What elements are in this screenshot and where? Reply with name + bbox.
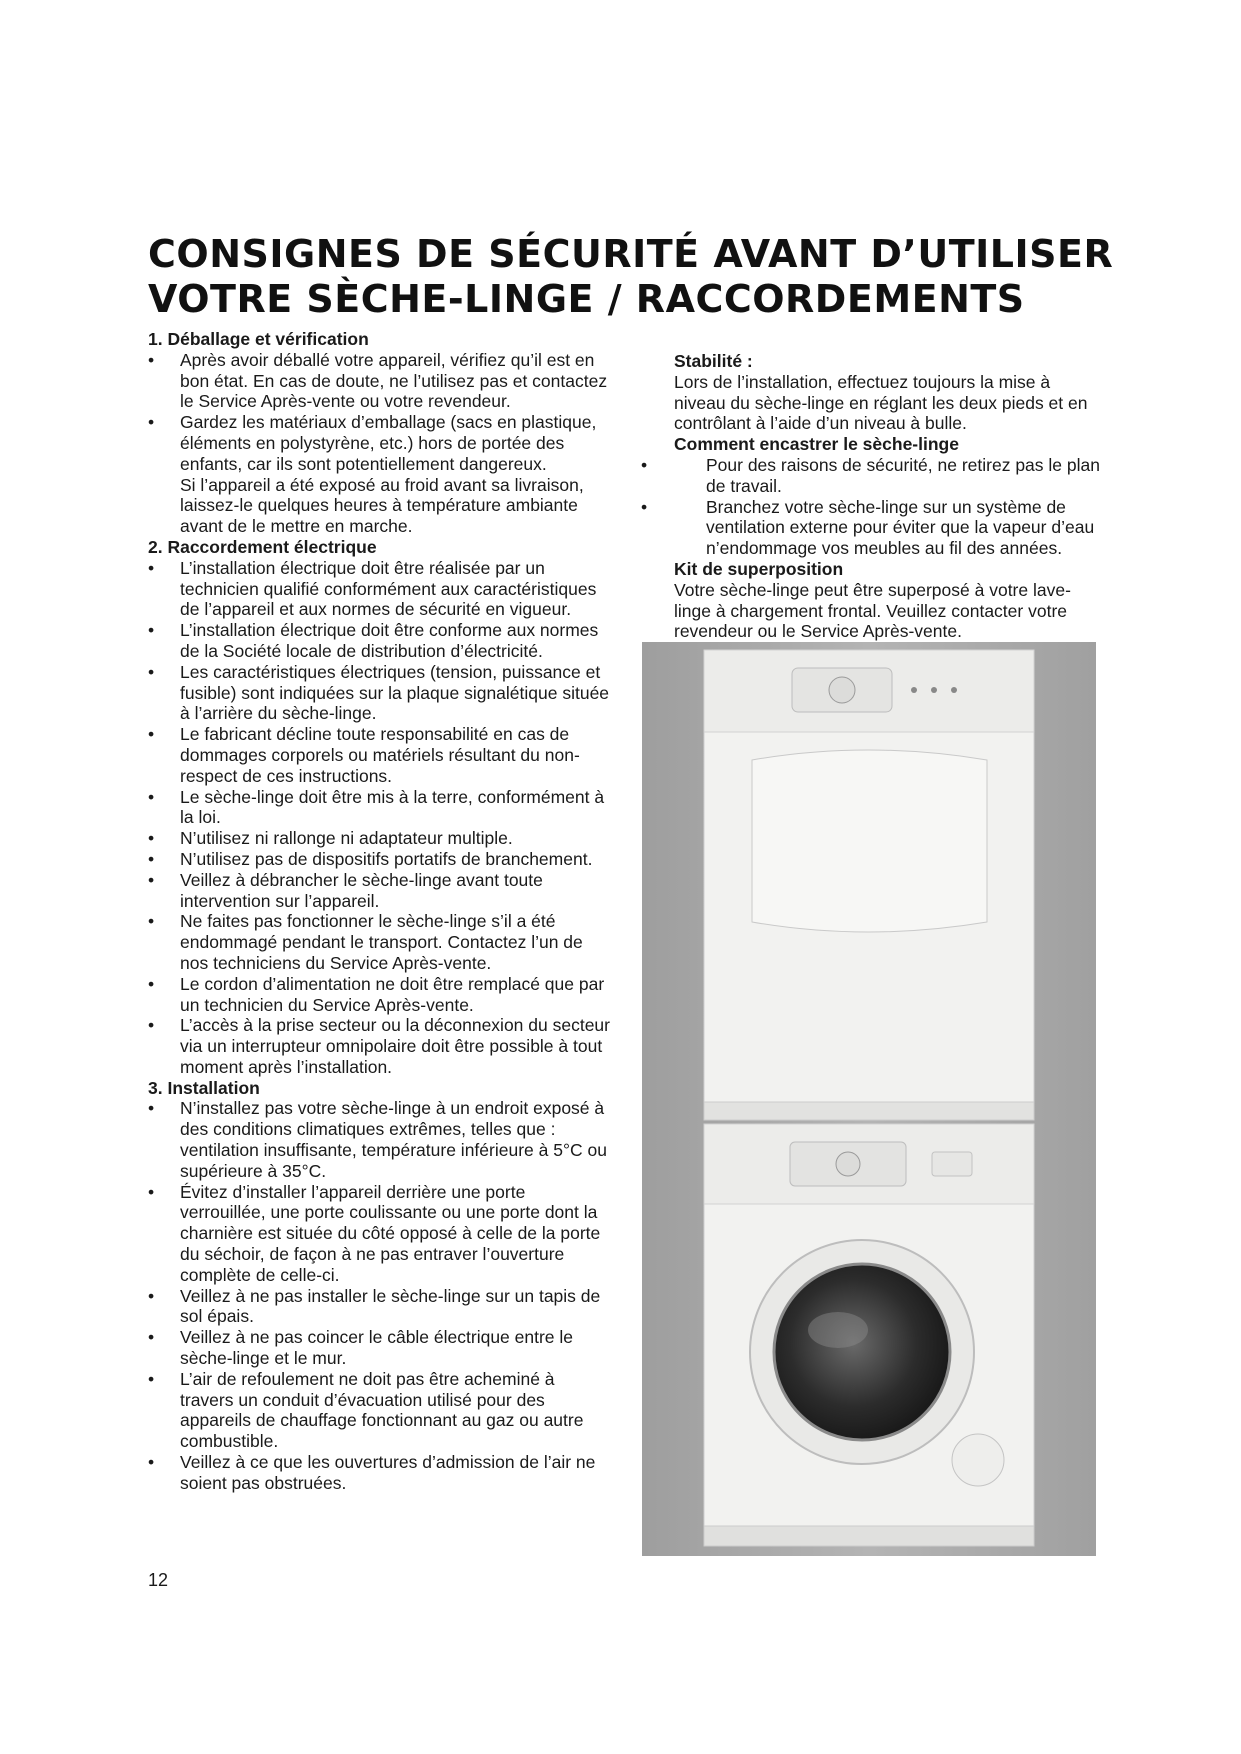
list-item: • Évitez d’installer l’appareil derrière une porte verrouillée, une porte coulissante ou une porte dont la charnière est située du côté opposé à celle de la porte du séchoir, de façon à ne pas entraver l’ouverture complète de celle-ci. <box>148 1182 610 1286</box>
dryer-appliance <box>704 650 1034 1120</box>
section-heading: 1. Déballage et vérification <box>148 329 369 349</box>
list-item: • Les caractéristiques électriques (tension, puissance et fusible) sont indiquées sur la plaque signalétique située à l’arrière du sèche-linge. <box>148 662 610 724</box>
section-electrical <box>148 537 610 1078</box>
title-line-2: VOTRE SÈCHE-LINGE / RACCORDEMENTS <box>148 277 1025 321</box>
list-item: • Gardez les matériaux d’emballage (sacs en plastique, éléments en polystyrène, etc.) hors de portée des enfants, car ils sont potentiellement dangereux. <box>148 412 610 474</box>
list-item: • Après avoir déballé votre appareil, vérifiez qu’il est en bon état. En cas de doute, ne l’utilisez pas et contactez le Service Après-vente ou votre revendeur. <box>148 350 610 412</box>
stability-text: Lors de l’installation, effectuez toujours la mise à niveau du sèche-linge en réglant les deux pieds et en contrôlant à l’aide d’un niveau à bulle. <box>674 371 1088 434</box>
list-item: • Le fabricant décline toute responsabilité en cas de dommages corporels ou matériels résultant du non-respect de ces instructions. <box>148 724 610 786</box>
stacked-appliances-illustration <box>642 642 1096 1556</box>
stability-heading: Stabilité : <box>674 351 753 371</box>
list-item: • Veillez à ce que les ouvertures d’admission de l’air ne soient pas obstruées. <box>148 1452 610 1494</box>
stacked-appliances-photo <box>642 642 1096 1556</box>
section-heading: 2. Raccordement électrique <box>148 536 377 557</box>
stacking-heading: Kit de superposition <box>674 558 844 579</box>
list-item: • Ne faites pas fonctionner le sèche-linge s’il a été endommagé pendant le transport. Contactez l’un de nos techniciens du Service Après-vente. <box>148 911 610 973</box>
list-item: • Le sèche-linge doit être mis à la terre, conformément à la loi. <box>148 787 610 829</box>
list-item: • N’installez pas votre sèche-linge à un endroit exposé à des conditions climatiques extrêmes, telles que : ventilation insuffisante, température inférieure à 5°C ou supérieure à 35°C. <box>148 1098 610 1181</box>
page-number: 12 <box>148 1570 169 1590</box>
cold-storage-note: Si l’appareil a été exposé au froid avant sa livraison, laissez-le quelques heures à température ambiante avant de le mettre en marche. <box>180 474 584 537</box>
list-item: • N’utilisez ni rallonge ni adaptateur multiple. <box>148 828 610 849</box>
list-item: • L’accès à la prise secteur ou la déconnexion du secteur via un interrupteur omnipolaire doit être possible à tout moment après l’installation. <box>148 1015 610 1077</box>
section-unpacking <box>148 329 610 537</box>
list-item: • L’installation électrique doit être réalisée par un technicien qualifié conformément aux caractéristiques de l’appareil et aux normes de sécurité en vigueur. <box>148 558 610 620</box>
left-column <box>148 329 610 1494</box>
title-line-1: CONSIGNES DE SÉCURITÉ AVANT D’UTILISER <box>148 232 1114 276</box>
section-installation <box>148 1078 610 1494</box>
list-item: • Veillez à ne pas coincer le câble électrique entre le sèche-linge et le mur. <box>148 1327 610 1369</box>
list-item: • Le cordon d’alimentation ne doit être remplacé que par un technicien du Service Après-vente. <box>148 974 610 1016</box>
list-item: • Branchez votre sèche-linge sur un système de ventilation externe pour éviter que la vapeur d’eau n’endommage vos meubles au fil des années. <box>674 497 1104 559</box>
stacking-text: Votre sèche-linge peut être superposé à votre lave-linge à chargement frontal. Veuillez contacter votre revendeur ou le Service Après-vente. <box>674 579 1071 642</box>
washing-machine-appliance <box>704 1124 1034 1546</box>
list-item: • Pour des raisons de sécurité, ne retirez pas le plan de travail. <box>674 455 1104 497</box>
page-title <box>148 232 1128 322</box>
list-item: • Veillez à ne pas installer le sèche-linge sur un tapis de sol épais. <box>148 1286 610 1328</box>
section-heading: 3. Installation <box>148 1077 260 1098</box>
list-item: • Veillez à débrancher le sèche-linge avant toute intervention sur l’appareil. <box>148 870 610 912</box>
list-item: • L’installation électrique doit être conforme aux normes de la Société locale de distribution d’électricité. <box>148 620 610 662</box>
list-item: • N’utilisez pas de dispositifs portatifs de branchement. <box>148 849 610 870</box>
list-item: • L’air de refoulement ne doit pas être acheminé à travers un conduit d’évacuation utilisé pour des appareils de chauffage fonctionnant au gaz ou autre combustible. <box>148 1369 610 1452</box>
builtin-heading: Comment encastrer le sèche-linge <box>674 434 959 455</box>
